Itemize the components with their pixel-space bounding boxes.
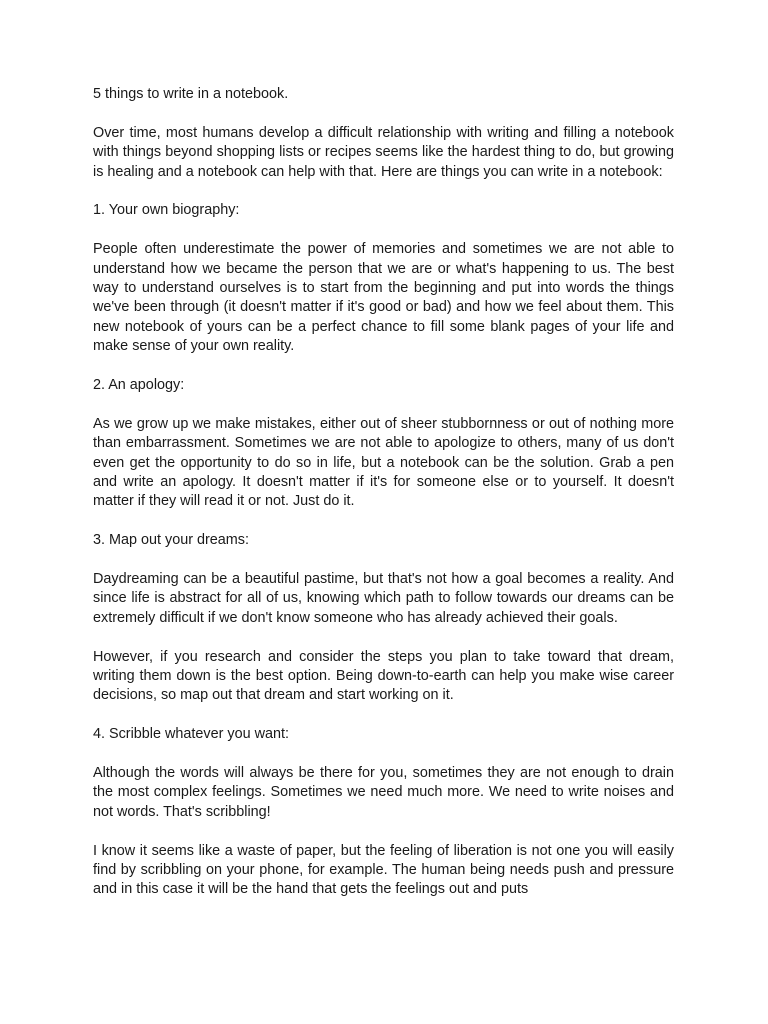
section-heading-apology: 2. An apology:: [93, 377, 185, 394]
dreams-paragraph-1: Daydreaming can be a beautiful pastime, but that's not how a goal becomes a reality. And since life is abstract for all of us, knowing which path to follow towards our dreams can be extremely difficult if we don't know someone who has already achieved their goals.: [93, 571, 674, 626]
section-heading-biography: 1. Your own biography:: [93, 202, 240, 219]
apology-paragraph: As we grow up we make mistakes, either out of sheer stubbornness or out of nothing more than embarrassment. Sometimes we are not able to apologize to others, many of us don't even get the opportunity to do so in life, but a notebook can be the solution. Grab a pen and write an apology. It doesn't matter if it's for someone else or to yourself. It doesn't matter if they will read it or not. Just do it.: [93, 415, 674, 510]
dreams-paragraph-2: However, if you research and consider the steps you plan to take toward that dream, writing them down is the best option. Being down-to-earth can help you make wise career decisions, so map out that dream and start working on it.: [93, 648, 674, 704]
document-title: 5 things to write in a notebook.: [93, 86, 289, 102]
biography-paragraph: People often underestimate the power of memories and sometimes we are not able to understand how we became the person that we are or what's happening to us. The best way to understand ourselves is to start from the beginning and put into words the things we've been through (it doesn't matter if it's good or bad) and how we feel about them. This new notebook of yours can be a perfect chance to fill some blank pages of your life and make sense of your own reality.: [93, 241, 674, 355]
section-heading-dreams: 3. Map out your dreams:: [93, 532, 249, 549]
section-heading-scribble: 4. Scribble whatever you want:: [93, 726, 289, 743]
scribble-paragraph-1: Although the words will always be there for you, sometimes they are not enough to drain the most complex feelings. Sometimes we need much more. We need to write noises and not words. That's scribbling!: [93, 765, 674, 820]
scribble-paragraph-2: I know it seems like a waste of paper, but the feeling of liberation is not one you will easily find by scribbling on your phone, for example. The human being needs push and pressure and in this case it will be the hand that gets the feelings out and puts: [93, 842, 674, 898]
document-body: [93, 85, 674, 919]
intro-paragraph: Over time, most humans develop a difficult relationship with writing and filling a notebook with things beyond shopping lists or recipes seems like the hardest thing to do, but growing is healing and a notebook can help with that. Here are things you can write in a notebook:: [93, 124, 674, 180]
